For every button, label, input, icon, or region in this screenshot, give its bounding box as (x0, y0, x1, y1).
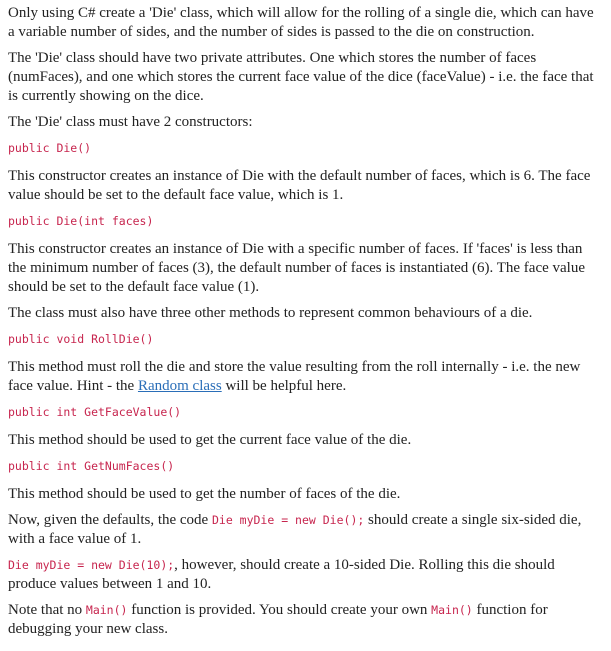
default-example-code: Die myDie = new Die(); (211, 513, 365, 527)
default-example-paragraph (8, 511, 603, 549)
faces-constructor-description: This constructor creates an instance of Die with a specific number of faces. If 'faces' is less than the minimum number of faces (3), the default number of faces is instantiated (6). The face value should be set to the default face value (1). (8, 241, 586, 295)
default-constructor-signature: public Die() (8, 141, 92, 155)
intro-paragraph: Only using C# create a 'Die' class, which will allow for the rolling of a single die, which can have a variable number of sides, and the number of sides is passed to the die on construction. (8, 5, 594, 40)
get-num-faces-signature: public int GetNumFaces() (8, 459, 175, 473)
methods-heading: The class must also have three other methods to represent common behaviours of a die. (8, 305, 533, 321)
random-class-link[interactable]: Random class (137, 378, 222, 394)
constructors-heading: The 'Die' class must have 2 constructors: (8, 114, 253, 130)
default-example-text-end: should create a single six-sided die, with a face value of 1. (8, 512, 582, 547)
get-num-faces-description: This method should be used to get the number of faces of the die. (8, 486, 401, 502)
main-note-text: Note that no (8, 602, 86, 618)
roll-die-signature: public void RollDie() (8, 332, 154, 346)
attributes-paragraph: The 'Die' class should have two private attributes. One which stores the number of faces (numFaces), and one which stores the current face value of the dice (faceValue) - i.e. the face that is currently showing on the dice. (8, 50, 594, 104)
ten-sided-example-text: , however, should create a 10-sided Die. Rolling this die should produce values between 1 and 10. (8, 557, 555, 592)
default-example-text: Now, given the defaults, the code (8, 512, 212, 528)
roll-die-description (8, 358, 603, 396)
get-face-value-description: This method should be used to get the current face value of the die. (8, 432, 412, 448)
main-code-first: Main() (85, 603, 128, 617)
roll-die-text-end: will be helpful here. (221, 378, 347, 394)
main-code-second: Main() (431, 603, 473, 617)
ten-sided-example-paragraph (8, 556, 603, 594)
main-note-text-end: function for debugging your new class. (8, 602, 548, 637)
faces-constructor-signature: public Die(int faces) (8, 214, 154, 228)
ten-sided-example-code: Die myDie = new Die(10); (8, 558, 175, 572)
default-constructor-description: This constructor creates an instance of Die with the default number of faces, which is 6. The face value should be set to the default face value, which is 1. (8, 168, 591, 203)
main-note-paragraph (8, 601, 603, 639)
get-face-value-signature: public int GetFaceValue() (8, 405, 182, 419)
main-note-text-middle: function is provided. You should create your own (127, 602, 432, 618)
roll-die-text: This method must roll the die and store the value resulting from the roll internally - i.e. the new face value. Hint - the (8, 359, 581, 394)
